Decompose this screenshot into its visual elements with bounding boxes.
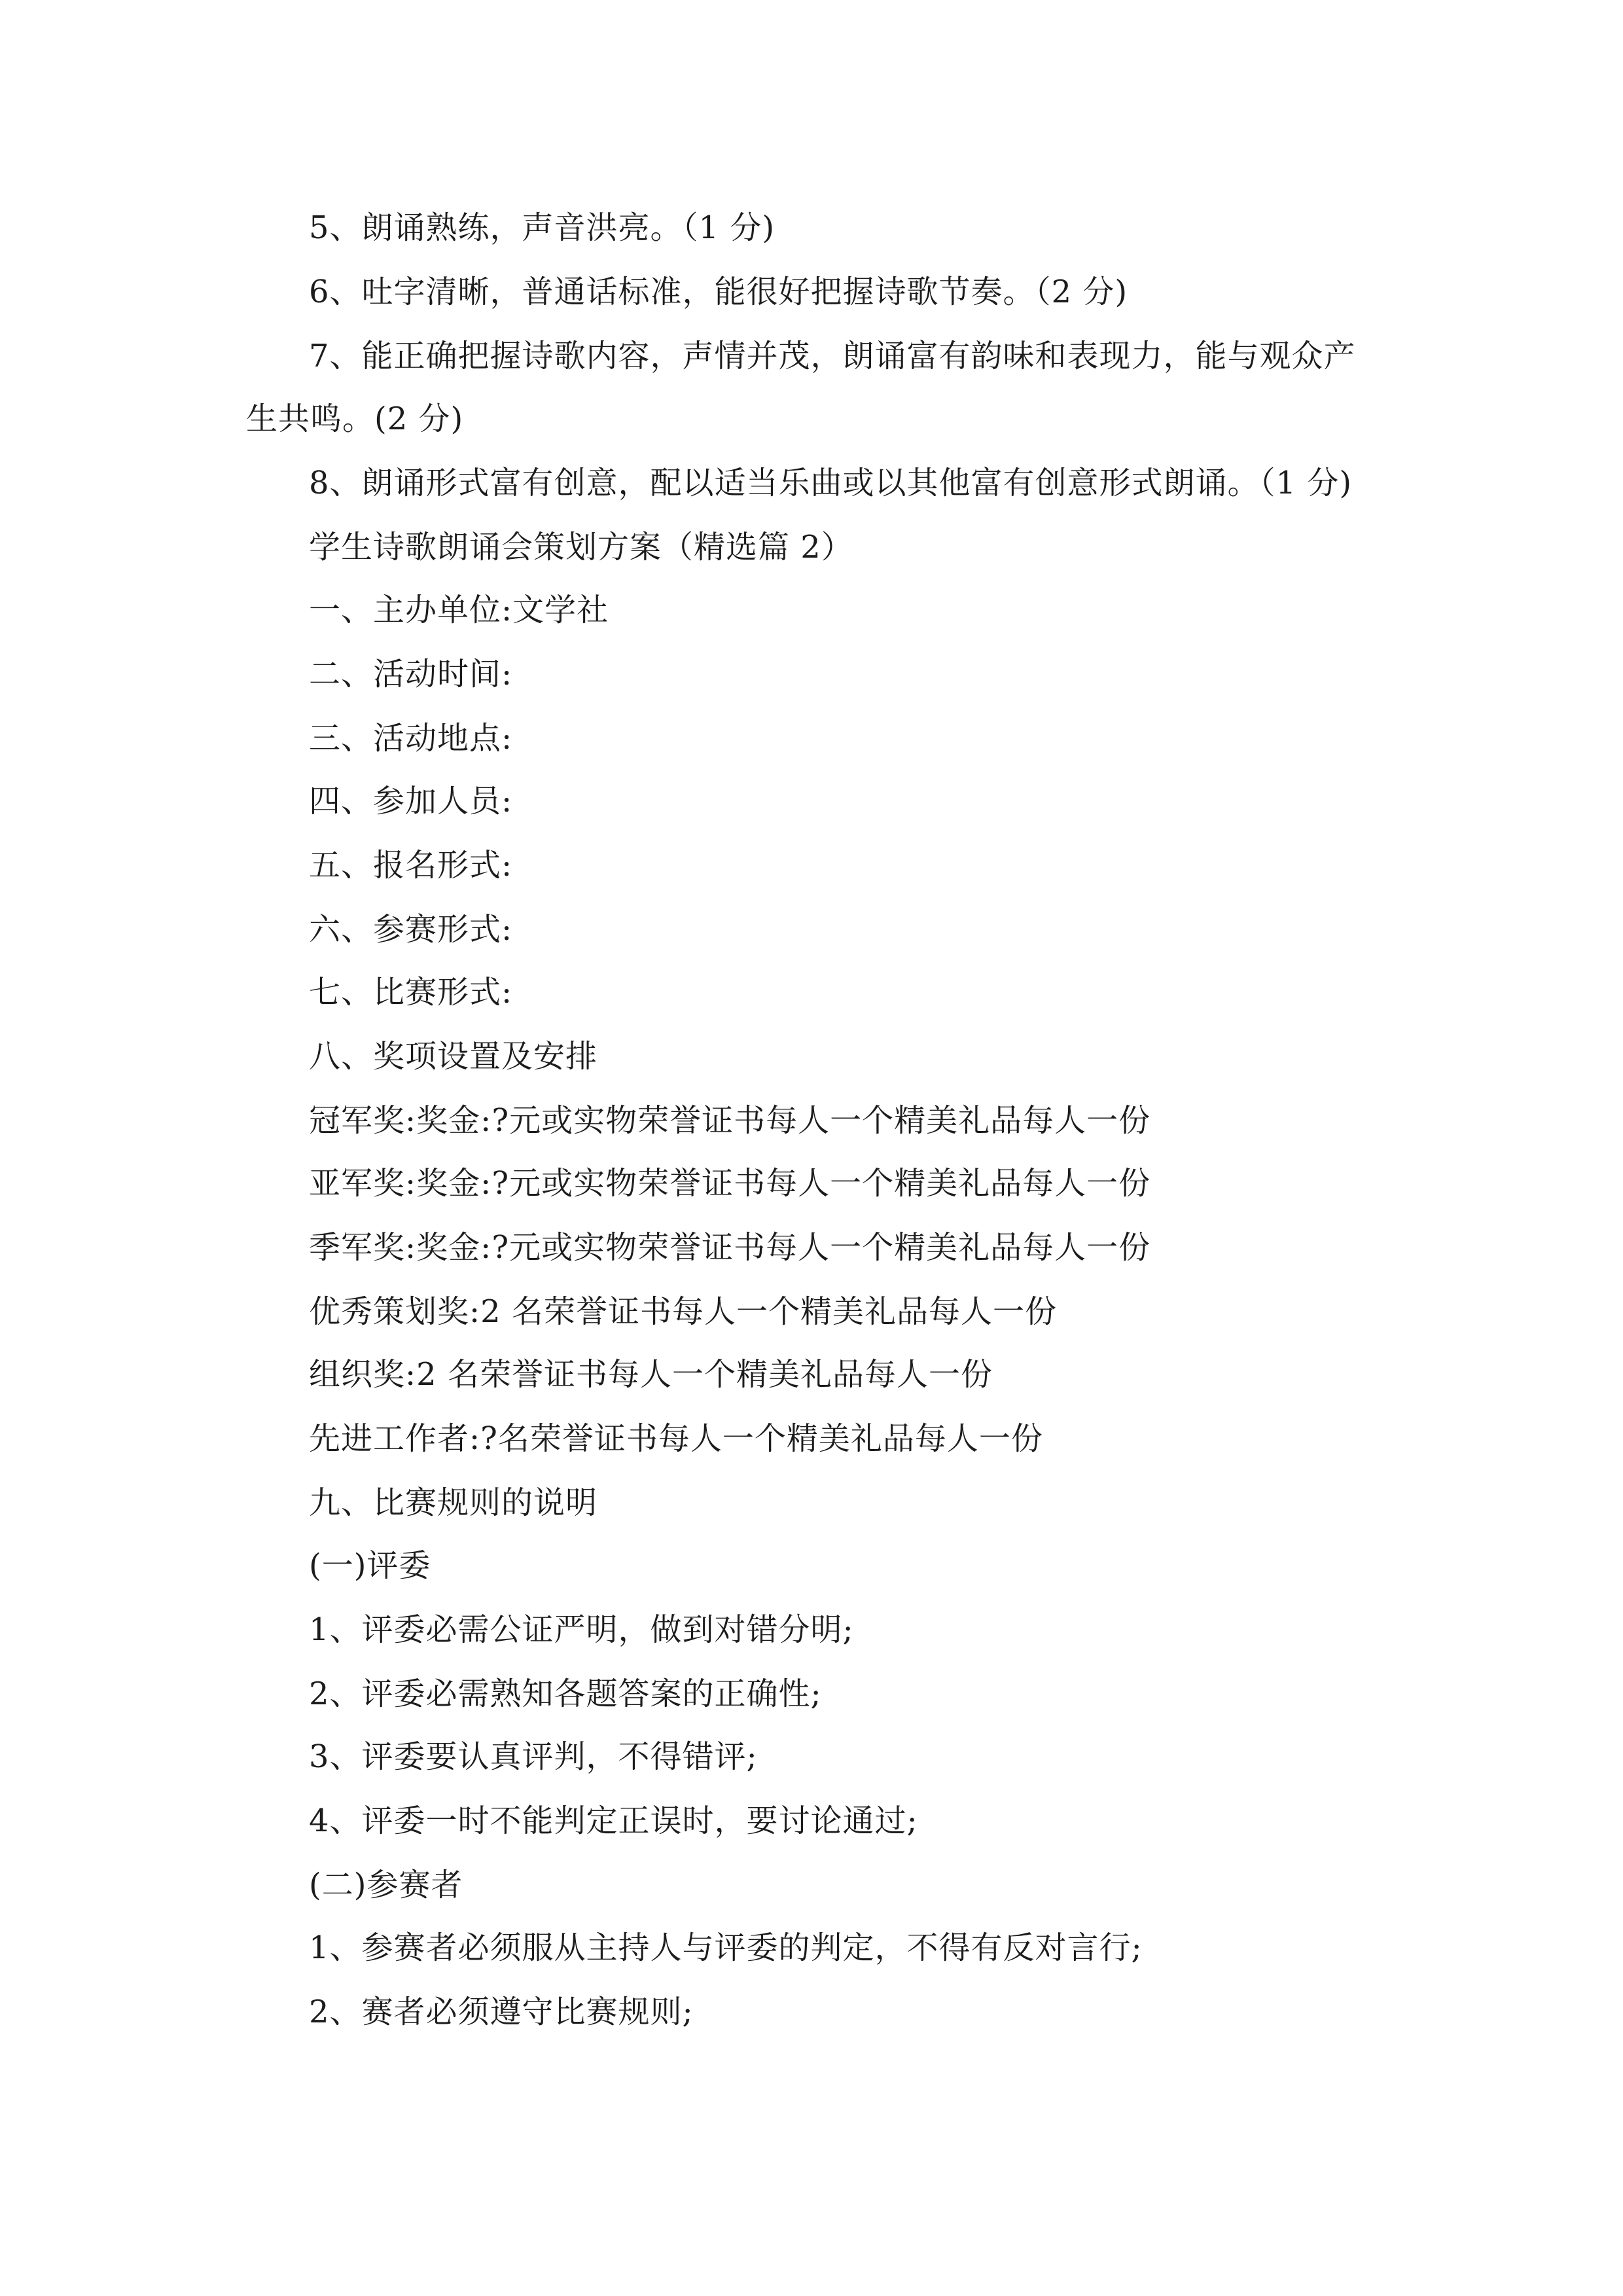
- judges-rule-2: 2、评委必需熟知各题答案的正确性;: [309, 1676, 822, 1712]
- contestants-rule-1: 1、参赛者必须服从主持人与评委的判定，不得有反对言行;: [309, 1929, 1143, 1966]
- activity-location-line: 三、活动地点:: [309, 720, 513, 757]
- scoring-item-6: 6、吐字清晰，普通话标准，能很好把握诗歌节奏。（2 分): [309, 274, 1128, 310]
- entry-form-line: 六、参赛形式:: [309, 911, 513, 948]
- organizer-line: 一、主办单位:文学社: [309, 592, 609, 628]
- judges-rule-4: 4、评委一时不能判定正误时，要讨论通过;: [309, 1803, 918, 1839]
- judges-rule-1: 1、评委必需公证严明，做到对错分明;: [309, 1611, 854, 1648]
- awards-heading: 八、奖项设置及安排: [309, 1038, 598, 1075]
- award-organization: 组织奖:2 名荣誉证书每人一个精美礼品每人一份: [309, 1356, 993, 1393]
- award-third-place: 季军奖:奖金:?元或实物荣誉证书每人一个精美礼品每人一份: [309, 1229, 1151, 1266]
- scoring-item-7-cont: 生共鸣。(2 分): [246, 401, 464, 437]
- judges-subheading: (一)评委: [309, 1547, 431, 1584]
- scoring-item-7: 7、能正确把握诗歌内容，声情并茂，朗诵富有韵味和表现力，能与观众产: [309, 338, 1356, 374]
- competition-form-line: 七、比赛形式:: [309, 974, 513, 1011]
- section-title: 学生诗歌朗诵会策划方案（精选篇 2）: [309, 529, 853, 565]
- scoring-item-5: 5、朗诵熟练，声音洪亮。（1 分): [309, 209, 776, 246]
- contestants-subheading: (二)参赛者: [309, 1867, 463, 1903]
- contestants-rule-2: 2、赛者必须遵守比赛规则;: [309, 1994, 694, 2030]
- activity-time-line: 二、活动时间:: [309, 656, 513, 692]
- scoring-item-8: 8、朗诵形式富有创意，配以适当乐曲或以其他富有创意形式朗诵。（1 分): [309, 465, 1353, 501]
- award-runner-up: 亚军奖:奖金:?元或实物荣誉证书每人一个精美礼品每人一份: [309, 1165, 1151, 1202]
- participants-line: 四、参加人员:: [309, 783, 513, 819]
- registration-form-line: 五、报名形式:: [309, 847, 513, 884]
- award-champion: 冠军奖:奖金:?元或实物荣誉证书每人一个精美礼品每人一份: [309, 1102, 1151, 1139]
- judges-rule-3: 3、评委要认真评判，不得错评;: [309, 1738, 758, 1775]
- award-advanced-worker: 先进工作者:?名荣誉证书每人一个精美礼品每人一份: [309, 1420, 1043, 1457]
- rules-heading: 九、比赛规则的说明: [309, 1484, 598, 1521]
- award-best-planning: 优秀策划奖:2 名荣誉证书每人一个精美礼品每人一份: [309, 1293, 1057, 1330]
